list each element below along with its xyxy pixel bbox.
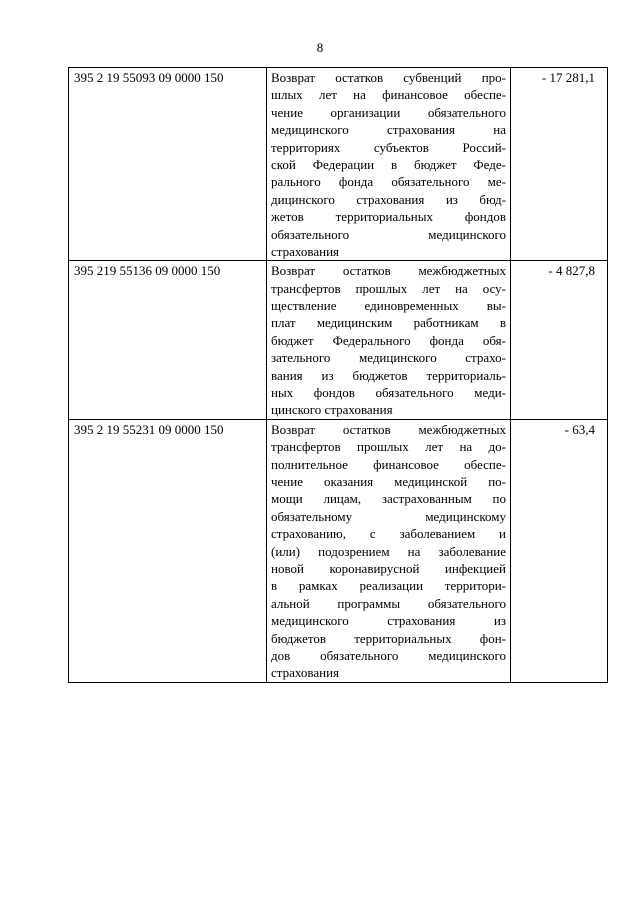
description-line: плат медицинским работникам в xyxy=(271,315,506,331)
description-line: бюджетов территориальных фон- xyxy=(271,630,506,646)
description-line: дицинского страхования из бюд- xyxy=(271,191,506,207)
description-line: альной программы обязательного xyxy=(271,595,506,611)
description-line: мощи лицам, застрахованным по xyxy=(271,491,506,507)
table-row xyxy=(69,419,608,682)
description-cell xyxy=(267,261,511,420)
description-line: бюджет Федерального фонда обя- xyxy=(271,332,506,348)
description-line: дов обязательного медицинского xyxy=(271,647,506,663)
table-body xyxy=(69,68,608,683)
description-line: территориях субъектов Россий- xyxy=(271,139,506,155)
amount-cell: - 63,4 xyxy=(511,419,608,682)
description-line: трансфертов прошлых лет на до- xyxy=(271,439,506,455)
budget-code-cell: 395 2 19 55231 09 0000 150 xyxy=(69,419,267,682)
description-line: новой коронавирусной инфекцией xyxy=(271,560,506,576)
description-line: Возврат остатков межбюджетных xyxy=(271,263,506,279)
description-line: (или) подозрением на заболевание xyxy=(271,543,506,559)
budget-code-cell: 395 219 55136 09 0000 150 xyxy=(69,261,267,420)
description-cell xyxy=(267,419,511,682)
description-line: страхованию, с заболеванием и xyxy=(271,526,506,542)
description-line: ской Федерации в бюджет Феде- xyxy=(271,156,506,172)
description-line: ществление единовременных вы- xyxy=(271,298,506,314)
description-line: ных фондов обязательного меди- xyxy=(271,385,506,401)
budget-code-cell: 395 2 19 55093 09 0000 150 xyxy=(69,68,267,261)
description-line: страхования xyxy=(271,243,340,259)
description-line: трансфертов прошлых лет на осу- xyxy=(271,280,506,296)
description-line: Возврат остатков межбюджетных xyxy=(271,421,506,437)
description-line: медицинского страхования на xyxy=(271,122,506,138)
description-line: вания из бюджетов территориаль- xyxy=(271,367,506,383)
description-line: страхования xyxy=(271,665,340,681)
description-line: полнительное финансовое обеспе- xyxy=(271,456,506,472)
table-row xyxy=(69,261,608,420)
description-line: чение организации обязательного xyxy=(271,104,506,120)
description-line: обязательного медицинского xyxy=(271,226,506,242)
description-line: цинского страхования xyxy=(271,402,393,418)
amount-cell: - 17 281,1 xyxy=(511,68,608,261)
budget-table xyxy=(68,67,608,683)
description-line: в рамках реализации территори- xyxy=(271,578,506,594)
description-cell xyxy=(267,68,511,261)
description-line: медицинского страхования из xyxy=(271,613,506,629)
description-line: обязательному медицинскому xyxy=(271,508,506,524)
page-number: 8 xyxy=(316,40,324,55)
amount-cell: - 4 827,8 xyxy=(511,261,608,420)
description-line: Возврат остатков субвенций про- xyxy=(271,70,506,85)
description-line: рального фонда обязательного ме- xyxy=(271,174,506,190)
description-line: зательного медицинского страхо- xyxy=(271,350,506,366)
description-line: чение оказания медицинской по- xyxy=(271,473,506,489)
description-line: шлых лет на финансовое обеспе- xyxy=(271,87,506,103)
table-row xyxy=(69,68,608,261)
description-line: жетов территориальных фондов xyxy=(271,209,506,225)
